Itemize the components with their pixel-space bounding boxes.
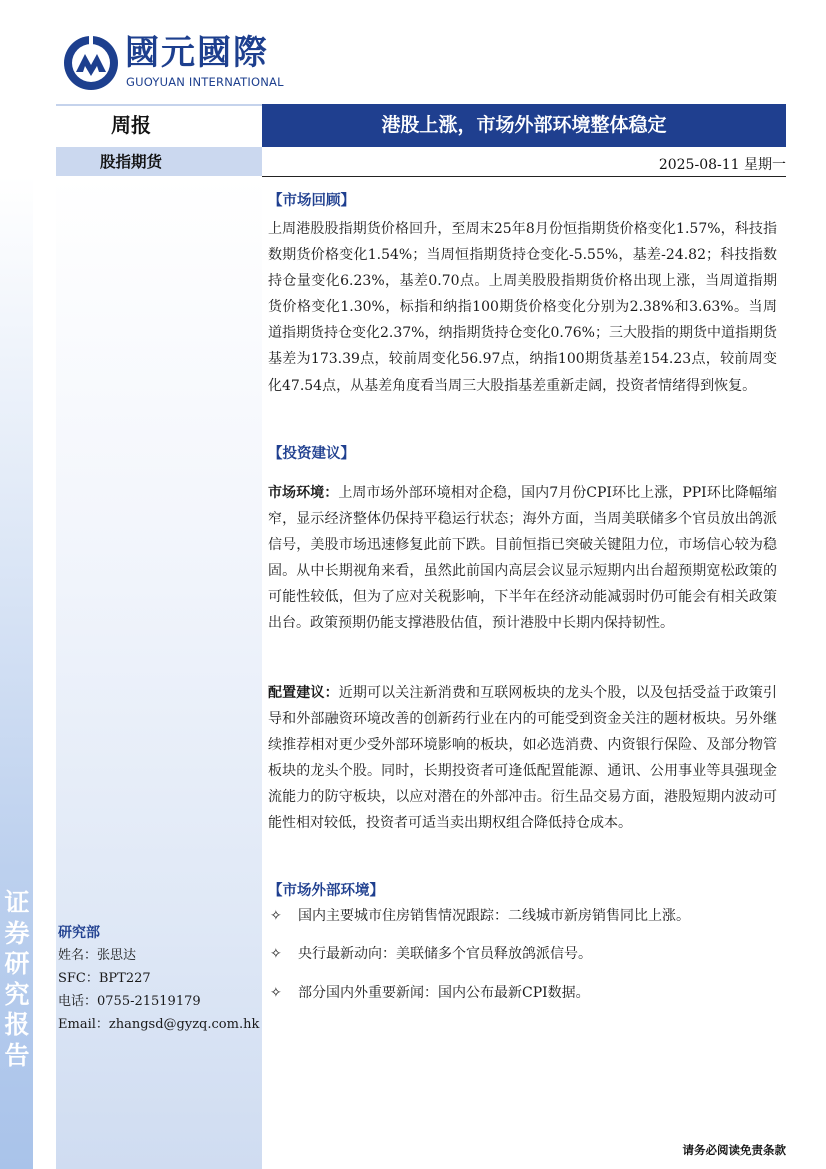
- paragraph-text: 上周港股股指期货价格回升，至周末25年8月份恒指期货价格变化1.57%，科技指数期货价格变化1.54%；当周恒指期货持仓变化-5.55%，基差-24.82；科技指数持仓量变化6.23%，基差0.70点。上周美股股指期货价格出现上涨，当周道指期货价格变化1.30%，标指和纳指100期货价格变化分别为2.38%和3.63%。当周道指期货持仓变化2.37%，纳指期货持仓变化0.76%；三大股指的期货中道指期货基差为173.39点，较前周变化56.97点，纳指100期货基差154.23点，较前周变化47.54点，从基差角度看当周三大股指基差重新走阔，投资者情绪得到恢复。: [268, 221, 777, 394]
- report-type: 周报: [111, 113, 151, 137]
- bullet-item: [270, 983, 590, 1003]
- research-dept-title: 研究部: [58, 925, 100, 941]
- side-strip-char: 券: [4, 918, 30, 948]
- brand-logo-icon: [62, 34, 120, 92]
- paragraph-text: 近期可以关注新消费和互联网板块的龙头个股，以及包括受益于政策引导和外部融资环境改善的创新药行业在内的可能受到资金关注的题材板块。另外继续推荐相对更少受外部环境影响的板块，如必选消费、内资银行保险、及部分物管板块的龙头个股。同时，长期投资者可逢低配置能源、通讯、公用事业等具强现金流能力的防守板块，以应对潜在的外部冲击。衍生品交易方面，港股短期内波动可能性相对较低，投资者可适当卖出期权组合降低持仓成本。: [268, 685, 778, 832]
- diamond-bullet-icon: ✧: [270, 985, 282, 1001]
- side-strip-label: [3, 888, 31, 1071]
- bullet-text: 央行最新动向：美联储多个官员释放鸽派信号。: [298, 946, 592, 962]
- diamond-bullet-icon: ✧: [270, 908, 282, 924]
- bullet-item: [270, 906, 690, 926]
- paragraph-label: 市场环境：: [268, 485, 339, 501]
- side-strip-char: 究: [4, 979, 30, 1009]
- brand-name-cn: 國元國際: [125, 33, 269, 73]
- bullet-text: 部分国内外重要新闻：国内公布最新CPI数据。: [298, 985, 590, 1001]
- disclaimer-notice: 请务必阅读免责条款: [682, 1143, 786, 1157]
- analyst-sfc: SFC：BPT227: [58, 971, 151, 986]
- header-divider: [262, 176, 786, 177]
- report-category: 股指期货: [99, 152, 162, 171]
- section-heading-external-environment: 【市场外部环境】: [268, 882, 384, 899]
- side-strip-char: 报: [4, 1010, 30, 1039]
- brand-name-en: GUOYUAN INTERNATIONAL: [126, 75, 284, 89]
- analyst-name: 姓名：张思达: [58, 948, 137, 963]
- allocation-advice-paragraph: [268, 680, 777, 870]
- side-strip-char: 研: [4, 949, 30, 978]
- report-title: 港股上涨，市场外部环境整体稳定: [381, 114, 667, 136]
- paragraph-text: 上周市场外部环境相对企稳，国内7月份CPI环比上涨，PPI环比降幅缩窄，显示经济整体仍保持平稳运行状态；海外方面，当周美联储多个官员放出鸽派信号，美股市场迅速修复此前下跌。目前恒指已突破关键阻力位，市场信心较为稳固。从中长期视角来看，虽然此前国内高层会议显示短期内出台超预期宽松政策的可能性较低，但为了应对关税影响，下半年在经济动能减弱时仍可能会有相关政策出台。政策预期仍能支撑港股估值，预计港股中长期内保持韧性。: [268, 485, 777, 632]
- section-heading-investment-advice: 【投资建议】: [268, 445, 355, 462]
- section-heading-market-review: 【市场回顾】: [268, 192, 355, 209]
- paragraph-label: 配置建议：: [268, 685, 339, 701]
- bullet-item: [270, 944, 592, 964]
- report-date: 2025-08-11 星期一: [658, 157, 786, 173]
- analyst-phone: 电话：0755-21519179: [58, 994, 201, 1009]
- side-strip-char: 证: [4, 888, 30, 917]
- market-environment-paragraph: [268, 480, 777, 670]
- diamond-bullet-icon: ✧: [270, 946, 282, 962]
- side-strip-char: 告: [4, 1040, 30, 1070]
- analyst-email: Email：zhangsd@gyzq.com.hk: [58, 1017, 260, 1032]
- bullet-text: 国内主要城市住房销售情况跟踪：二线城市新房销售同比上涨。: [298, 908, 690, 924]
- market-review-paragraph: [268, 216, 777, 430]
